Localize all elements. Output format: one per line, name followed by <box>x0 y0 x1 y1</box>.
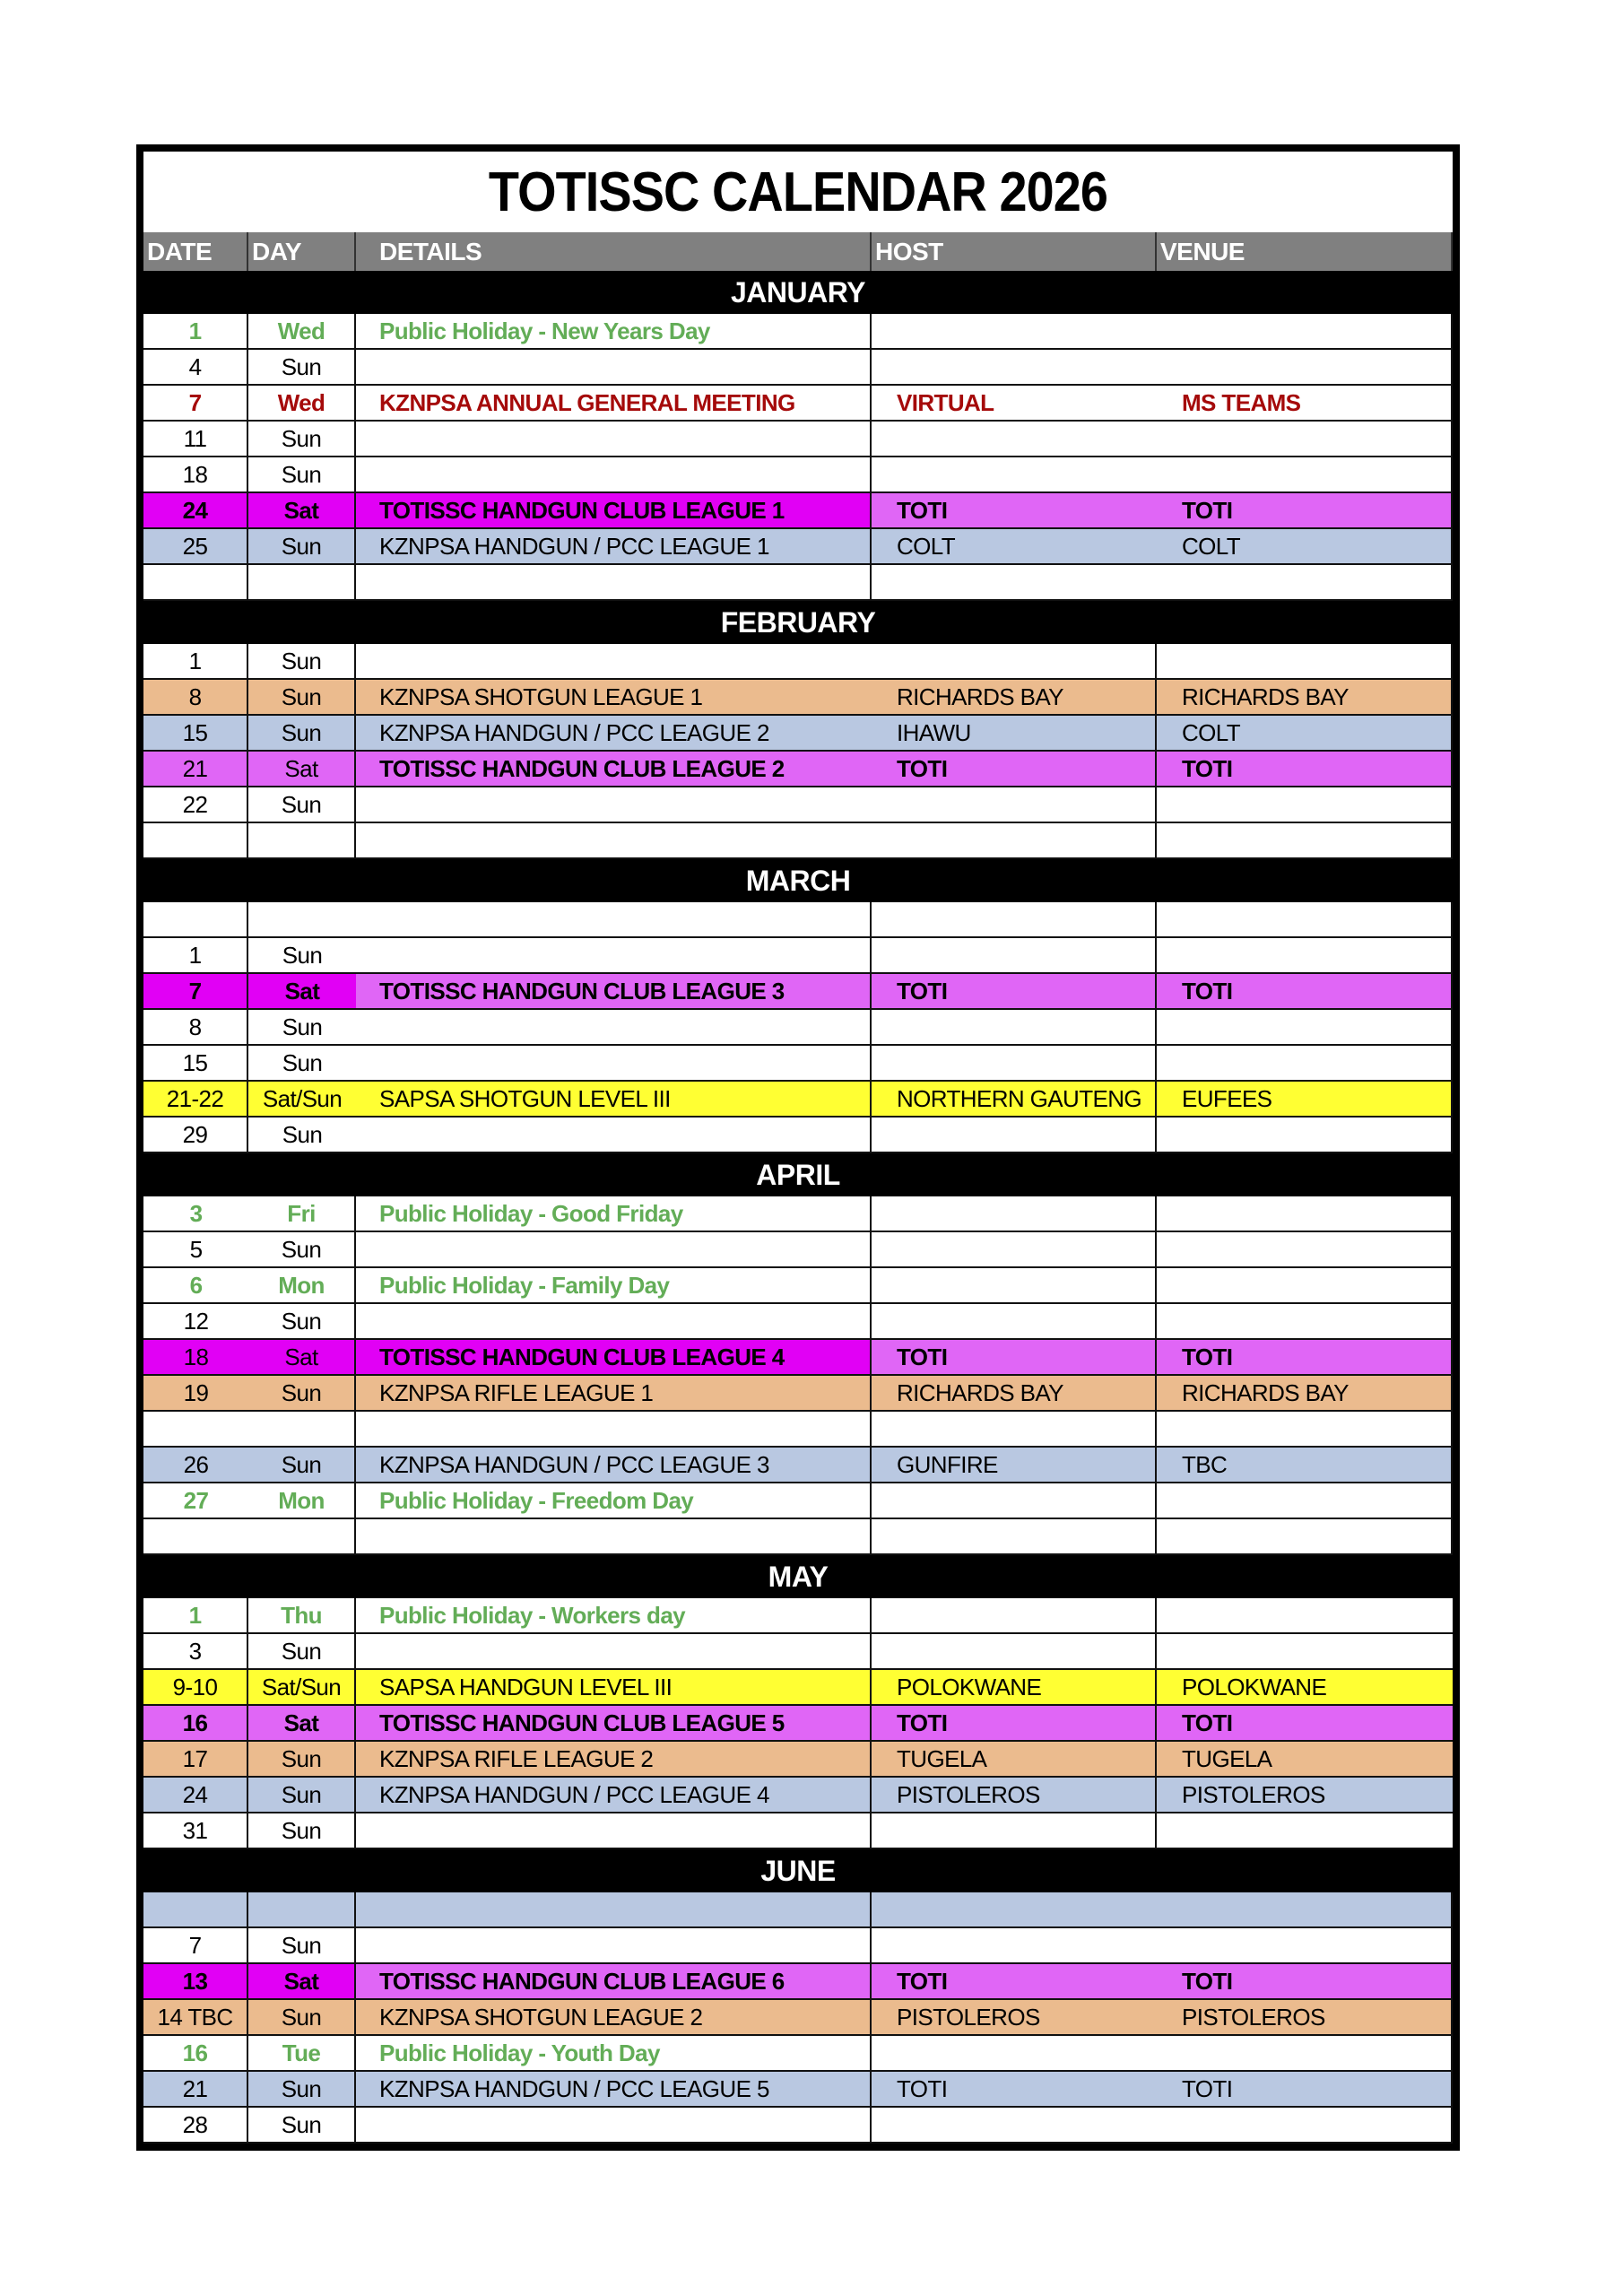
cell-date <box>143 1892 248 1928</box>
cell-day: Sat <box>248 752 356 787</box>
column-header-details: DETAILS <box>356 232 872 271</box>
cell-details: TOTISSC HANDGUN CLUB LEAGUE 5 <box>356 1706 872 1742</box>
month-header-june: JUNE <box>143 1849 1453 1892</box>
cell-details: KZNPSA HANDGUN / PCC LEAGUE 1 <box>356 529 872 565</box>
cell-venue <box>1157 787 1453 823</box>
cell-venue: COLT <box>1157 716 1453 752</box>
cell-venue <box>1157 422 1453 457</box>
month-header-january: JANUARY <box>143 271 1453 314</box>
cell-host <box>872 1519 1157 1555</box>
cell-details <box>356 1412 872 1448</box>
cell-day: Sat <box>248 1706 356 1742</box>
cell-date: 7 <box>143 974 248 1010</box>
cell-host: TOTI <box>872 752 1157 787</box>
cell-date: 7 <box>143 1928 248 1964</box>
cell-venue <box>1157 1634 1453 1670</box>
cell-day: Sun <box>248 2000 356 2036</box>
cell-day: Sun <box>248 422 356 457</box>
calendar-sheet <box>136 144 1460 2151</box>
cell-day: Sun <box>248 1046 356 1082</box>
cell-venue: EUFEES <box>1157 1082 1453 1118</box>
cell-venue: TOTI <box>1157 752 1453 787</box>
cell-host <box>872 1118 1157 1153</box>
cell-venue <box>1157 1304 1453 1340</box>
cell-venue <box>1157 350 1453 386</box>
cell-date: 1 <box>143 314 248 350</box>
cell-date: 18 <box>143 457 248 493</box>
cell-host <box>872 902 1157 938</box>
cell-day: Sun <box>248 787 356 823</box>
column-header-date: DATE <box>143 232 248 271</box>
cell-details <box>356 938 872 974</box>
cell-date: 25 <box>143 529 248 565</box>
cell-date <box>143 823 248 859</box>
cell-date: 26 <box>143 1448 248 1483</box>
cell-host: POLOKWANE <box>872 1670 1157 1706</box>
cell-host <box>872 1268 1157 1304</box>
cell-details: SAPSA SHOTGUN LEVEL III <box>356 1082 872 1118</box>
cell-venue <box>1157 1928 1453 1964</box>
cell-date <box>143 565 248 601</box>
cell-host <box>872 644 1157 680</box>
cell-host <box>872 2036 1157 2072</box>
cell-details <box>356 457 872 493</box>
cell-host <box>872 1232 1157 1268</box>
cell-date: 11 <box>143 422 248 457</box>
cell-host: TUGELA <box>872 1742 1157 1778</box>
cell-venue: TOTI <box>1157 1964 1453 2000</box>
cell-day <box>248 1412 356 1448</box>
cell-host: PISTOLEROS <box>872 1778 1157 1813</box>
cell-details: KZNPSA HANDGUN / PCC LEAGUE 2 <box>356 716 872 752</box>
cell-date: 21 <box>143 2072 248 2108</box>
cell-host: GUNFIRE <box>872 1448 1157 1483</box>
cell-day <box>248 823 356 859</box>
cell-details: SAPSA HANDGUN LEVEL III <box>356 1670 872 1706</box>
cell-venue <box>1157 1196 1453 1232</box>
cell-details: KZNPSA HANDGUN / PCC LEAGUE 3 <box>356 1448 872 1483</box>
cell-host <box>872 823 1157 859</box>
cell-details <box>356 787 872 823</box>
cell-day: Sat <box>248 1340 356 1376</box>
cell-date: 12 <box>143 1304 248 1340</box>
cell-host <box>872 1412 1157 1448</box>
cell-day: Sun <box>248 1232 356 1268</box>
cell-date: 28 <box>143 2108 248 2144</box>
cell-venue <box>1157 1483 1453 1519</box>
cell-day: Sat/Sun <box>248 1670 356 1706</box>
cell-day: Sun <box>248 529 356 565</box>
cell-venue <box>1157 938 1453 974</box>
cell-day: Wed <box>248 314 356 350</box>
cell-day: Sat <box>248 974 356 1010</box>
month-header-april: APRIL <box>143 1153 1453 1196</box>
month-header-february: FEBRUARY <box>143 601 1453 644</box>
cell-details: KZNPSA SHOTGUN LEAGUE 1 <box>356 680 872 716</box>
cell-details: Public Holiday - Workers day <box>356 1598 872 1634</box>
cell-day: Sun <box>248 1813 356 1849</box>
column-header-day: DAY <box>248 232 356 271</box>
cell-host: TOTI <box>872 1964 1157 2000</box>
cell-date: 1 <box>143 1598 248 1634</box>
cell-day: Mon <box>248 1268 356 1304</box>
cell-details <box>356 823 872 859</box>
cell-day <box>248 1519 356 1555</box>
cell-venue <box>1157 1268 1453 1304</box>
cell-venue: TBC <box>1157 1448 1453 1483</box>
cell-host: RICHARDS BAY <box>872 680 1157 716</box>
cell-details <box>356 1304 872 1340</box>
cell-venue <box>1157 457 1453 493</box>
cell-host: TOTI <box>872 1706 1157 1742</box>
cell-venue <box>1157 314 1453 350</box>
cell-date: 6 <box>143 1268 248 1304</box>
cell-host <box>872 1598 1157 1634</box>
cell-details: Public Holiday - New Years Day <box>356 314 872 350</box>
cell-details: KZNPSA SHOTGUN LEAGUE 2 <box>356 2000 872 2036</box>
cell-day: Sun <box>248 680 356 716</box>
cell-day: Sun <box>248 1928 356 1964</box>
column-header-host: HOST <box>872 232 1157 271</box>
cell-date: 8 <box>143 1010 248 1046</box>
cell-details <box>356 1634 872 1670</box>
cell-date: 13 <box>143 1964 248 2000</box>
cell-host <box>872 1196 1157 1232</box>
cell-details <box>356 1892 872 1928</box>
cell-details: TOTISSC HANDGUN CLUB LEAGUE 2 <box>356 752 872 787</box>
cell-day: Sun <box>248 2072 356 2108</box>
cell-date: 31 <box>143 1813 248 1849</box>
cell-day: Sat <box>248 1964 356 2000</box>
cell-details <box>356 565 872 601</box>
cell-details <box>356 902 872 938</box>
cell-venue <box>1157 2108 1453 2144</box>
cell-host: COLT <box>872 529 1157 565</box>
cell-host: TOTI <box>872 974 1157 1010</box>
month-header-may: MAY <box>143 1555 1453 1598</box>
cell-day: Sat/Sun <box>248 1082 356 1118</box>
cell-details <box>356 1928 872 1964</box>
cell-venue <box>1157 1892 1453 1928</box>
cell-host: NORTHERN GAUTENG <box>872 1082 1157 1118</box>
cell-host <box>872 314 1157 350</box>
cell-date: 22 <box>143 787 248 823</box>
cell-host <box>872 457 1157 493</box>
cell-venue <box>1157 1598 1453 1634</box>
cell-venue: RICHARDS BAY <box>1157 680 1453 716</box>
cell-date: 19 <box>143 1376 248 1412</box>
cell-host <box>872 938 1157 974</box>
cell-date: 15 <box>143 716 248 752</box>
cell-date: 1 <box>143 644 248 680</box>
cell-host: RICHARDS BAY <box>872 1376 1157 1412</box>
cell-details <box>356 644 872 680</box>
cell-date: 5 <box>143 1232 248 1268</box>
cell-host <box>872 1483 1157 1519</box>
cell-date: 16 <box>143 1706 248 1742</box>
cell-details: KZNPSA ANNUAL GENERAL MEETING <box>356 386 872 422</box>
cell-day: Mon <box>248 1483 356 1519</box>
cell-day: Sun <box>248 457 356 493</box>
cell-day: Fri <box>248 1196 356 1232</box>
cell-date: 14 TBC <box>143 2000 248 2036</box>
cell-day <box>248 902 356 938</box>
cell-day: Thu <box>248 1598 356 1634</box>
cell-day: Sun <box>248 716 356 752</box>
cell-host <box>872 565 1157 601</box>
cell-details: TOTISSC HANDGUN CLUB LEAGUE 6 <box>356 1964 872 2000</box>
cell-day <box>248 1892 356 1928</box>
cell-venue <box>1157 1010 1453 1046</box>
cell-date <box>143 902 248 938</box>
cell-day: Sun <box>248 1376 356 1412</box>
cell-venue <box>1157 1412 1453 1448</box>
cell-day: Sun <box>248 1010 356 1046</box>
cell-host <box>872 1010 1157 1046</box>
cell-details <box>356 1232 872 1268</box>
cell-venue: MS TEAMS <box>1157 386 1453 422</box>
cell-host <box>872 1892 1157 1928</box>
cell-day: Tue <box>248 2036 356 2072</box>
cell-day: Sun <box>248 938 356 974</box>
cell-date <box>143 1412 248 1448</box>
cell-venue <box>1157 644 1453 680</box>
cell-host <box>872 1046 1157 1082</box>
cell-date: 8 <box>143 680 248 716</box>
cell-day: Sun <box>248 1448 356 1483</box>
cell-details: KZNPSA HANDGUN / PCC LEAGUE 4 <box>356 1778 872 1813</box>
cell-date: 18 <box>143 1340 248 1376</box>
cell-venue <box>1157 1232 1453 1268</box>
cell-details <box>356 350 872 386</box>
cell-details <box>356 1813 872 1849</box>
cell-day: Sun <box>248 644 356 680</box>
cell-day: Sun <box>248 1742 356 1778</box>
cell-host: IHAWU <box>872 716 1157 752</box>
cell-host: VIRTUAL <box>872 386 1157 422</box>
cell-date: 3 <box>143 1196 248 1232</box>
cell-venue <box>1157 1118 1453 1153</box>
cell-host <box>872 1304 1157 1340</box>
cell-date: 24 <box>143 1778 248 1813</box>
cell-venue <box>1157 1813 1453 1849</box>
cell-day: Sat <box>248 493 356 529</box>
cell-details: KZNPSA RIFLE LEAGUE 1 <box>356 1376 872 1412</box>
cell-venue <box>1157 1046 1453 1082</box>
cell-date <box>143 1519 248 1555</box>
cell-venue: TOTI <box>1157 493 1453 529</box>
page-title: TOTISSC CALENDAR 2026 <box>488 161 1108 223</box>
cell-venue: POLOKWANE <box>1157 1670 1453 1706</box>
cell-host <box>872 1928 1157 1964</box>
cell-venue: PISTOLEROS <box>1157 2000 1453 2036</box>
cell-venue: TUGELA <box>1157 1742 1453 1778</box>
cell-venue: TOTI <box>1157 1706 1453 1742</box>
cell-details <box>356 422 872 457</box>
cell-details <box>356 1010 872 1046</box>
cell-date: 3 <box>143 1634 248 1670</box>
cell-day <box>248 565 356 601</box>
cell-host: TOTI <box>872 1340 1157 1376</box>
cell-details: Public Holiday - Youth Day <box>356 2036 872 2072</box>
cell-venue: COLT <box>1157 529 1453 565</box>
cell-host: PISTOLEROS <box>872 2000 1157 2036</box>
cell-host: TOTI <box>872 493 1157 529</box>
cell-date: 1 <box>143 938 248 974</box>
cell-details: TOTISSC HANDGUN CLUB LEAGUE 3 <box>356 974 872 1010</box>
cell-host: TOTI <box>872 2072 1157 2108</box>
cell-details <box>356 1118 872 1153</box>
cell-venue: TOTI <box>1157 1340 1453 1376</box>
cell-day: Wed <box>248 386 356 422</box>
cell-date: 17 <box>143 1742 248 1778</box>
cell-venue <box>1157 902 1453 938</box>
cell-date: 27 <box>143 1483 248 1519</box>
cell-host <box>872 1813 1157 1849</box>
cell-date: 15 <box>143 1046 248 1082</box>
cell-host <box>872 2108 1157 2144</box>
cell-details: Public Holiday - Good Friday <box>356 1196 872 1232</box>
cell-host <box>872 787 1157 823</box>
cell-details <box>356 1046 872 1082</box>
cell-date: 21 <box>143 752 248 787</box>
cell-details: TOTISSC HANDGUN CLUB LEAGUE 1 <box>356 493 872 529</box>
cell-venue <box>1157 823 1453 859</box>
cell-details: KZNPSA RIFLE LEAGUE 2 <box>356 1742 872 1778</box>
cell-venue <box>1157 1519 1453 1555</box>
cell-venue: TOTI <box>1157 2072 1453 2108</box>
cell-day: Sun <box>248 1304 356 1340</box>
cell-day: Sun <box>248 1634 356 1670</box>
cell-day: Sun <box>248 1778 356 1813</box>
cell-details: TOTISSC HANDGUN CLUB LEAGUE 4 <box>356 1340 872 1376</box>
cell-venue: TOTI <box>1157 974 1453 1010</box>
cell-details <box>356 2108 872 2144</box>
calendar-table <box>143 232 1453 2144</box>
cell-details: Public Holiday - Freedom Day <box>356 1483 872 1519</box>
cell-date: 21-22 <box>143 1082 248 1118</box>
cell-host <box>872 350 1157 386</box>
cell-host <box>872 1634 1157 1670</box>
column-header-venue: VENUE <box>1157 232 1453 271</box>
cell-date: 7 <box>143 386 248 422</box>
cell-details: KZNPSA HANDGUN / PCC LEAGUE 5 <box>356 2072 872 2108</box>
cell-host <box>872 422 1157 457</box>
cell-venue <box>1157 565 1453 601</box>
cell-date: 16 <box>143 2036 248 2072</box>
cell-venue: RICHARDS BAY <box>1157 1376 1453 1412</box>
cell-details: Public Holiday - Family Day <box>356 1268 872 1304</box>
cell-venue: PISTOLEROS <box>1157 1778 1453 1813</box>
cell-date: 29 <box>143 1118 248 1153</box>
cell-day: Sun <box>248 1118 356 1153</box>
month-header-march: MARCH <box>143 859 1453 902</box>
cell-details <box>356 1519 872 1555</box>
cell-day: Sun <box>248 350 356 386</box>
cell-date: 4 <box>143 350 248 386</box>
cell-venue <box>1157 2036 1453 2072</box>
cell-date: 24 <box>143 493 248 529</box>
cell-day: Sun <box>248 2108 356 2144</box>
cell-date: 9-10 <box>143 1670 248 1706</box>
